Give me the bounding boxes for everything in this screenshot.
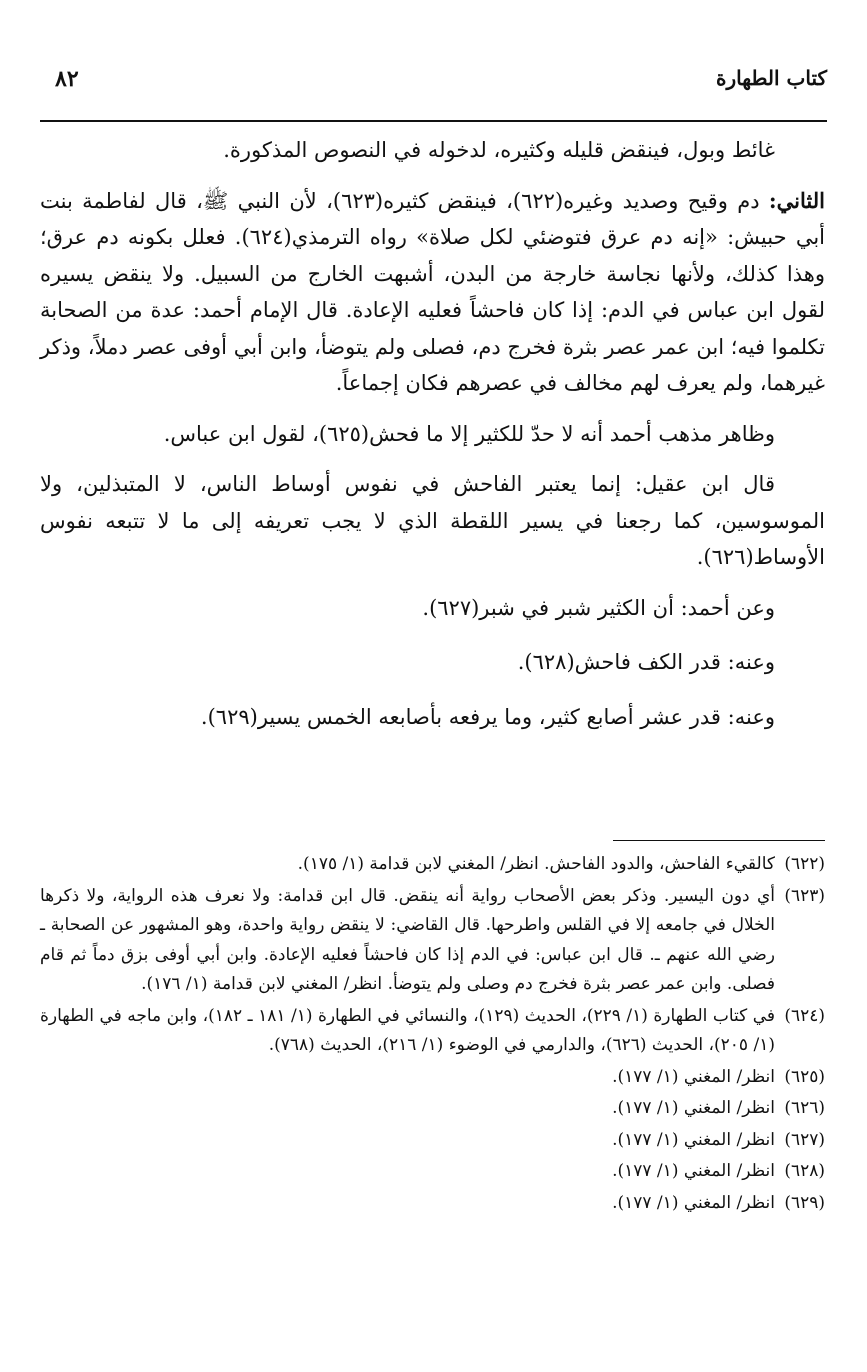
footnote-item: [40, 850, 825, 880]
footnote-text: كالقيء الفاحش، والدود الفاحش. انظر/ المغني لابن قدامة (١/ ١٧٥).: [297, 854, 775, 874]
footnote-text: انظر/ المغني (١/ ١٧٧).: [612, 1098, 775, 1118]
footnote-item: [40, 1189, 825, 1219]
footnote-number: (٦٢٥): [784, 1066, 825, 1087]
footnote-item: [40, 1157, 825, 1187]
footnote-text: انظر/ المغني (١/ ١٧٧).: [612, 1066, 775, 1087]
paragraph-3: وظاهر مذهب أحمد أنه لا حدّ للكثير إلا ما فحش(٦٢٥)، لقول ابن عباس.: [163, 421, 775, 446]
paragraph-2: [40, 183, 825, 402]
footnote-text: أي دون اليسير. وذكر بعض الأصحاب رواية أنه ينقض. قال ابن قدامة: ولا نعرف هذه الرواية، ولا ذكرها الخلال في جامعه إلا في القلس واطرحها. قال القاضي: لا ينقض رواية واحدة، وهو المشهور عن الصحابة ـ رضي الله عنهم ـ. قال ابن عباس: في الدم إذا كان فاحشاً فعليه الإعادة. وابن أبي أوفى بزق دماً ثم قام فصلى. وابن عمر عصر بثرة فخرج دم وصلى ولم يتوضأ. انظر/ المغني لابن قدامة (١/ ١٧٦).: [40, 885, 775, 994]
page-header: [55, 66, 827, 102]
paragraph-2-lead: الثاني:: [768, 187, 825, 213]
main-text: [40, 132, 825, 753]
footnote-item: [40, 1126, 825, 1156]
footnote-text: انظر/ المغني (١/ ١٧٧).: [612, 1129, 775, 1150]
footnote-number: (٦٢٦): [784, 1098, 825, 1118]
footnote-item: [40, 1094, 825, 1124]
header-divider: [40, 120, 827, 122]
paragraph-1: غائط وبول، فينقض قليله وكثيره، لدخوله في النصوص المذكورة.: [223, 138, 775, 162]
footnote-text: في كتاب الطهارة (١/ ٢٢٩)، الحديث (١٢٩)، والنسائي في الطهارة (١/ ١٨١ ـ ١٨٢)، وابن ماجه في الطهارة (١/ ٢٠٥)، الحديث (٦٢٦)، والدارمي في الوضوء (١/ ٢١٦)، الحديث (٧٦٨).: [40, 1005, 775, 1055]
book-title: كتاب الطهارة: [716, 66, 827, 90]
footnote-number: (٦٢٩): [784, 1192, 825, 1213]
footnote-item: [40, 1063, 825, 1093]
footnote-item: [40, 882, 825, 1000]
paragraph-2-text: دم وقيح وصديد وغيره(٦٢٢)، فينقض كثيره(٦٢٣)، لأن النبي ﷺ، قال لفاطمة بنت أبي حبيش: «إنه دم عرق فتوضئي لكل صلاة» رواه الترمذي(٦٢٤). فعلل بكونه دم عرق؛ وهذا كذلك، ولأنها نجاسة خارجة من البدن، أشبهت الخارج من السبيل. ولا ينقض يسيره لقول ابن عباس في الدم: إذا كان فاحشاً فعليه الإعادة. قال الإمام أحمد: عدة من الصحابة تكلموا فيه؛ ابن عمر عصر بثرة فخرج دم، فصلى ولم يتوضأ، وابن أبي أوفى عصر دملاً، وذكر غيرهما، ولم يعرف لهم مخالف في عصرهم فكان إجماعاً.: [40, 188, 825, 395]
paragraph-6: وعنه: قدر الكف فاحش(٦٢٨).: [517, 650, 775, 674]
footnote-text: انظر/ المغني (١/ ١٧٧).: [612, 1192, 775, 1213]
footnote-text: انظر/ المغني (١/ ١٧٧).: [612, 1161, 775, 1181]
footnote-number: (٦٢٤): [784, 1005, 825, 1026]
paragraph-7: وعنه: قدر عشر أصابع كثير، وما يرفعه بأصابعه الخمس يسير(٦٢٩).: [200, 704, 775, 729]
footnote-divider: [613, 840, 825, 841]
page-number: ٨٢: [55, 66, 79, 92]
footnote-number: (٦٢٣): [784, 885, 825, 906]
footnote-item: [40, 1002, 825, 1061]
footnote-number: (٦٢٧): [784, 1129, 825, 1150]
footnotes: [40, 850, 825, 1220]
paragraph-4: قال ابن عقيل: إنما يعتبر الفاحش في نفوس أوساط الناس، لا المتبذلين، ولا الموسوسين، كما رجعنا في يسير اللقطة الذي لا يجب تعريفه إلى ما لا تتبعه نفوس الأوساط(٦٢٦).: [40, 472, 825, 569]
paragraph-5: وعن أحمد: أن الكثير شبر في شبر(٦٢٧).: [422, 595, 775, 620]
footnote-number: (٦٢٢): [784, 854, 825, 874]
footnote-number: (٦٢٨): [784, 1161, 825, 1181]
